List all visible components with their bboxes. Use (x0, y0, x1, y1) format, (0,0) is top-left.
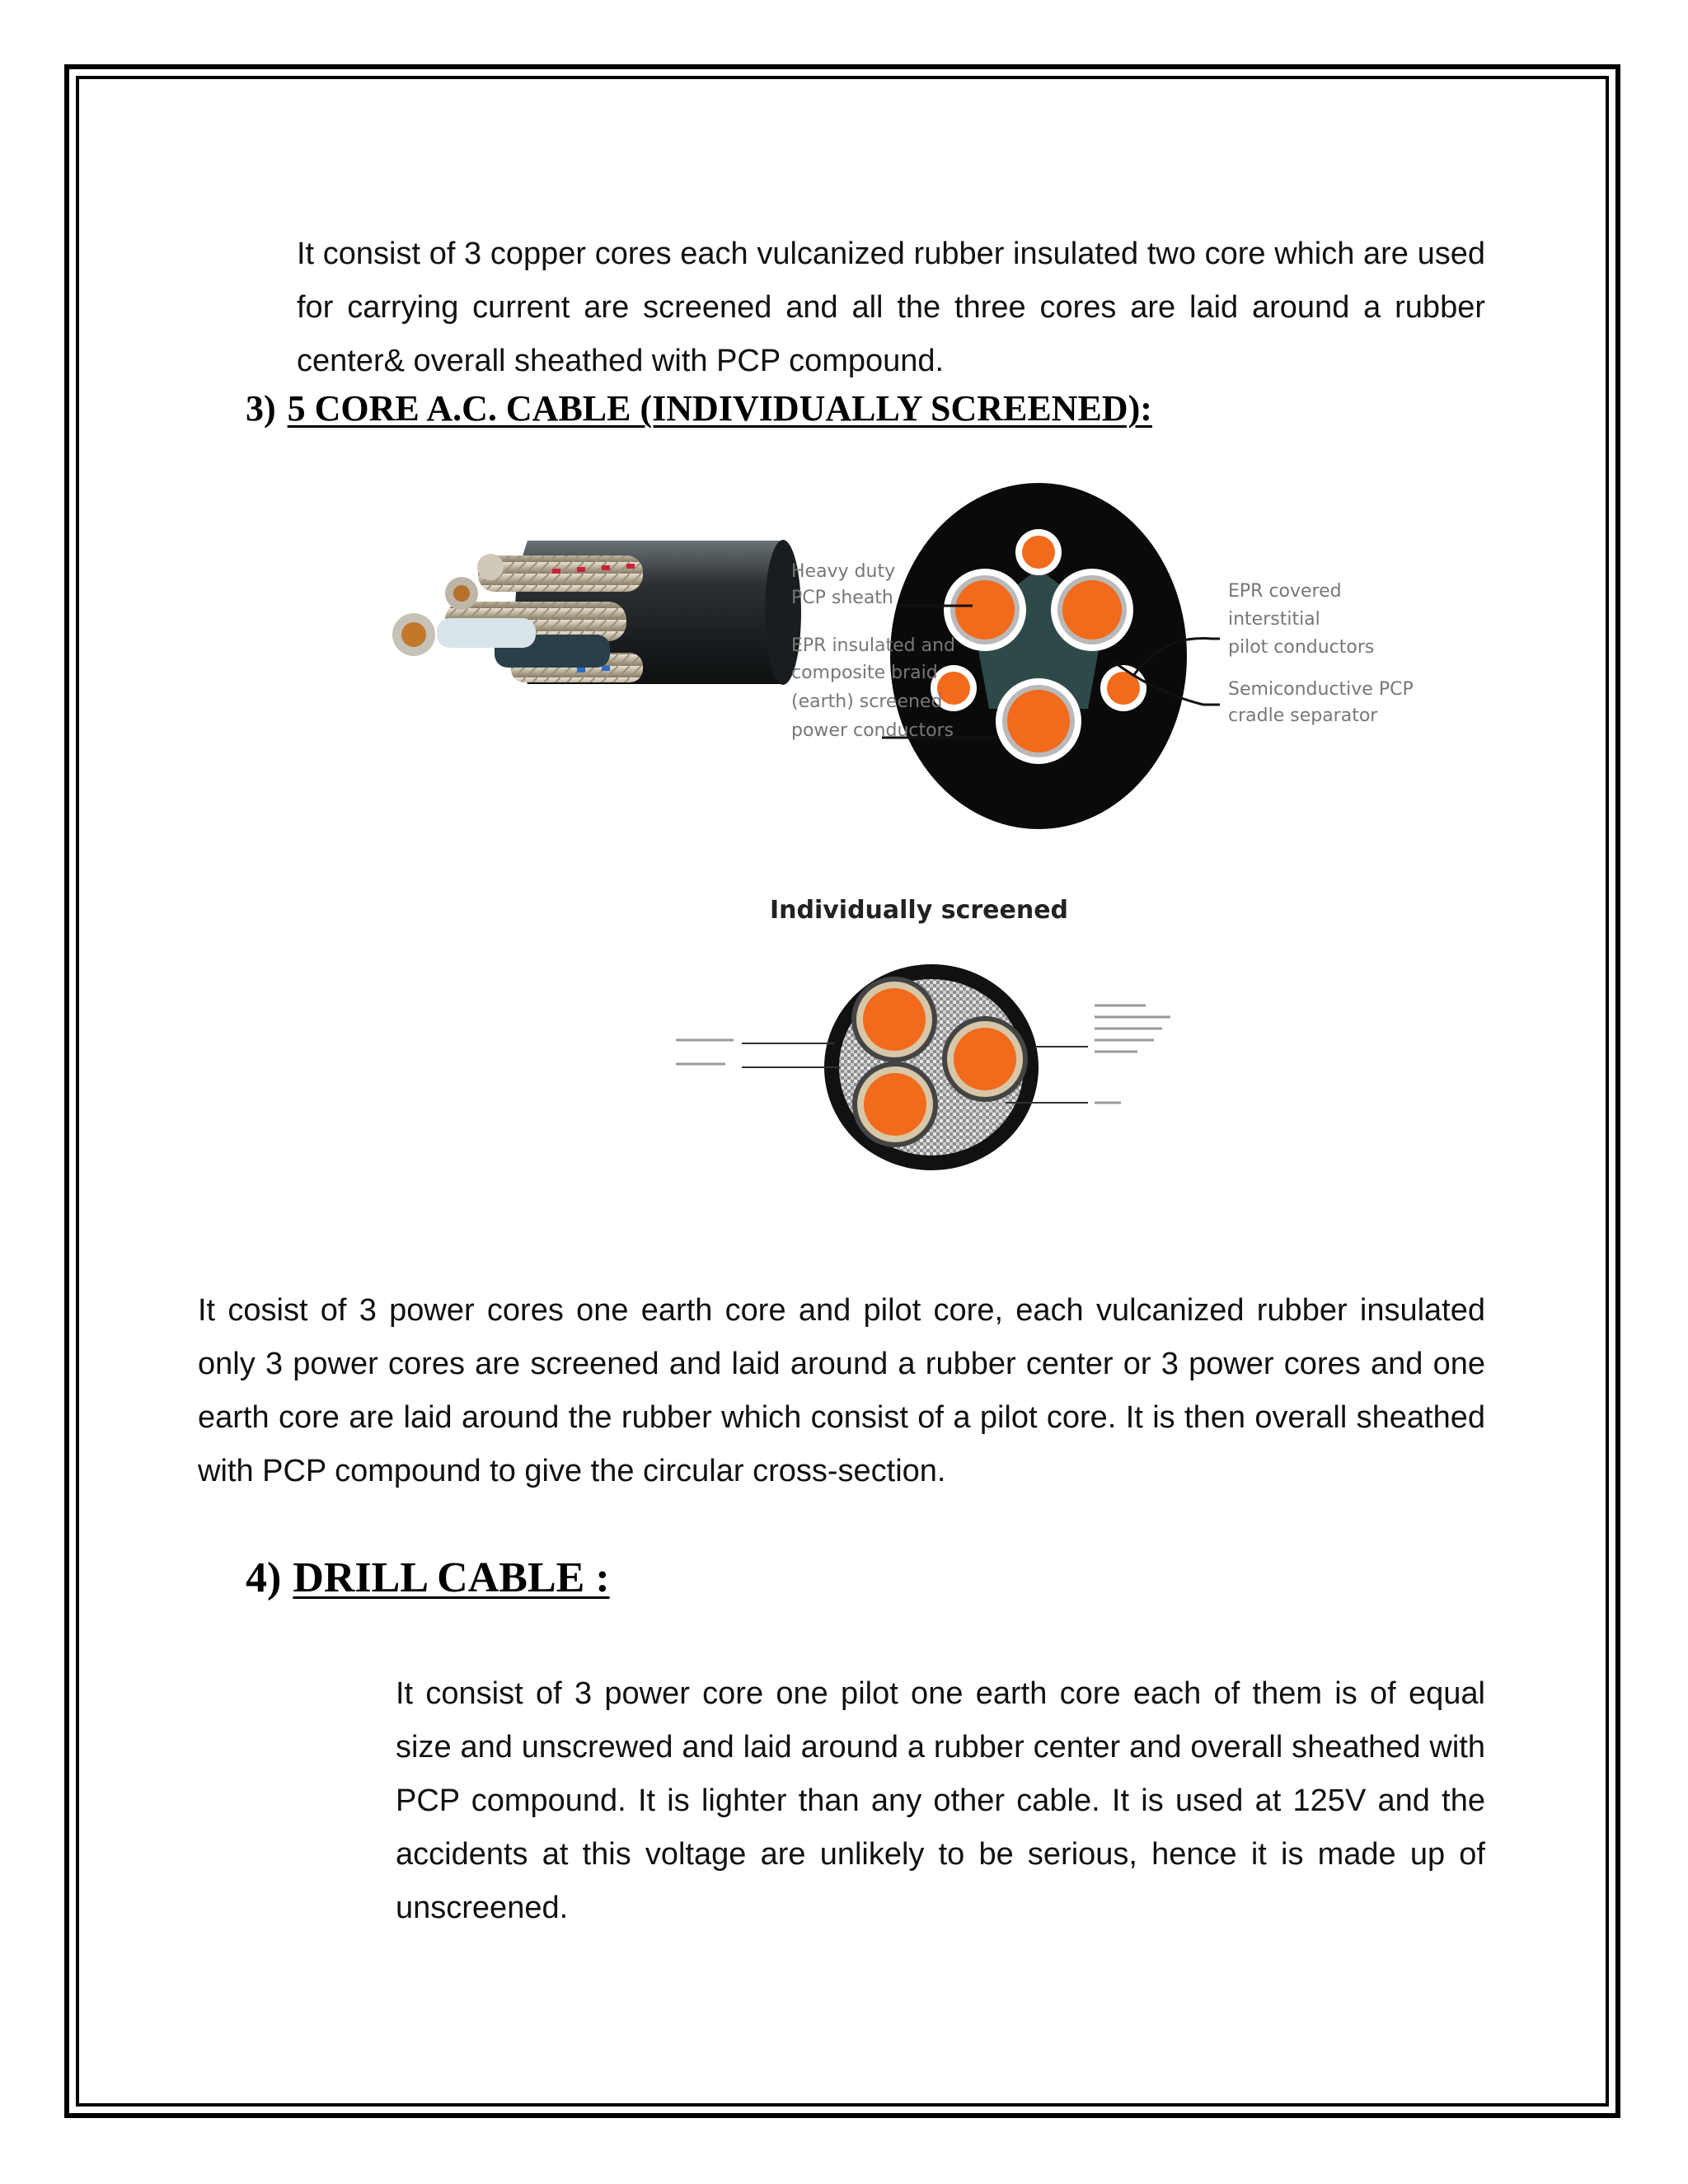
label-pilot-line1: EPR covered (1228, 581, 1342, 602)
label-power-line1: EPR insulated and (791, 635, 956, 656)
section-3-paragraph: It cosist of 3 power cores one earth core and pilot core, each vulcanized rubber insulated only 3 power cores are screened and laid around a rubber center or 3 power cores and one earth core are laid around the rubber which consist of a pilot core. It is then overall sheathed with PCP compound to give the circular cross-section. (198, 1293, 1485, 1488)
label-sheath-line1: Heavy duty (791, 561, 896, 582)
label-power-line4: power conductors (791, 720, 954, 741)
screened-core-bottom (852, 1062, 938, 1147)
screened-core-right (942, 1016, 1028, 1102)
label-pilot-line3: pilot conductors (1228, 637, 1375, 658)
label-power-line3: (earth) screened (791, 691, 943, 712)
label-sheath-line2: PCP sheath (791, 588, 893, 608)
section-3-heading (246, 387, 1152, 429)
section-4-paragraph: It consist of 3 power core one pilot one earth core each of them is of equal size and unscrewed and laid around a rubber center and overall sheathed with PCP compound. It is lighter than any other cable. It is used at 125V and the accidents at this voltage are unlikely to be serious, hence it is made up of unscreened. (396, 1676, 1485, 1925)
section-4-heading (246, 1554, 610, 1602)
section-4-title: DRILL CABLE : (293, 1554, 610, 1601)
cable-cutaway (392, 540, 801, 685)
section-3-number: 3) (246, 388, 276, 429)
cable-diagram-5-core (387, 470, 1525, 849)
label-pilot-line2: interstitial (1228, 609, 1320, 630)
label-power-line2: composite braid (791, 663, 938, 683)
cable-diagram-individually-screened (643, 882, 1220, 1212)
section-4-number: 4) (246, 1554, 282, 1601)
figure2-title: Individually screened (769, 896, 1069, 925)
label-cradle-line1: Semiconductive PCP (1228, 679, 1414, 700)
cable-cross-section (890, 483, 1187, 829)
intro-paragraph: It consist of 3 copper cores each vulcanized rubber insulated two core which are used for carrying current are screened and all the three cores are laid around a rubber center& overall sheathed with PCP compound. (297, 237, 1485, 378)
section-3-title: 5 CORE A.C. CABLE (INDIVIDUALLY SCREENED): (287, 388, 1152, 429)
screened-core-top (851, 977, 937, 1062)
label-cradle-line2: cradle separator (1228, 705, 1378, 726)
